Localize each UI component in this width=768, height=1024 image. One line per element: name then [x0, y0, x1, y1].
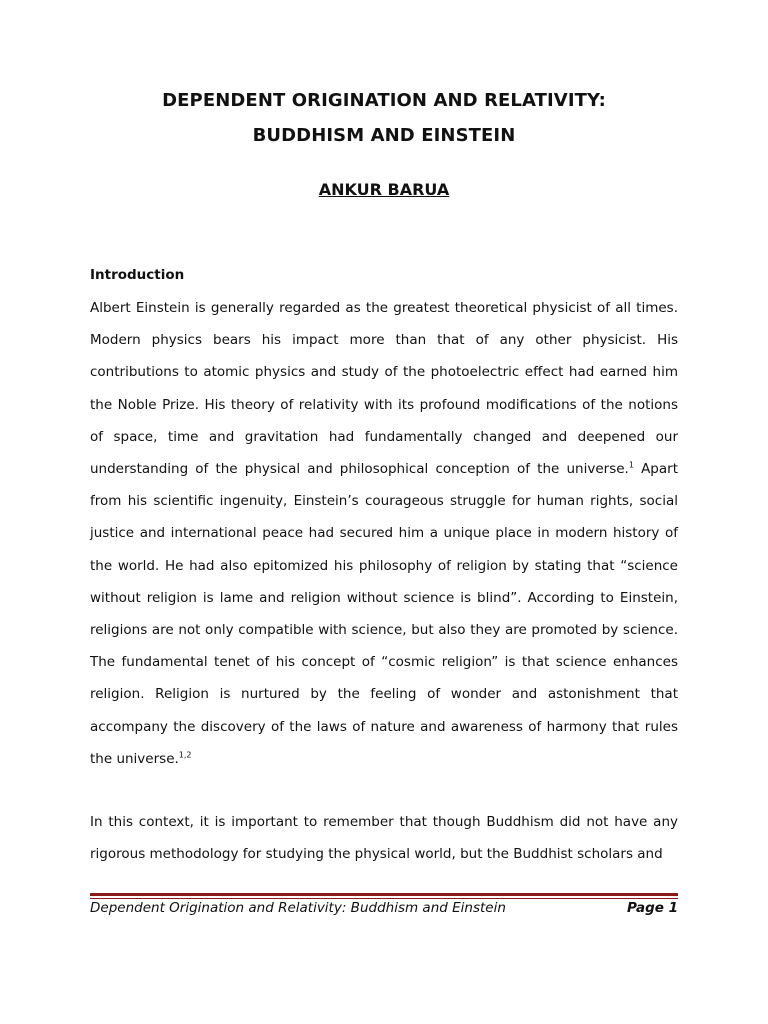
introduction-paragraph-1	[90, 292, 678, 775]
footnote-reference: 1,2	[178, 750, 192, 760]
footer-running-title: Dependent Origination and Relativity: Buddhism and Einstein	[90, 900, 506, 916]
footer-rule-thick	[90, 893, 678, 896]
footer-rule-thin	[90, 898, 678, 899]
document-title-line1: DEPENDENT ORIGINATION AND RELATIVITY:	[162, 90, 606, 111]
paragraph-text: Apart from his scientific ingenuity, Einstein’s courageous struggle for human rights, social justice and international peace had secured him a unique place in modern history of the world. He had also epitomized his philosophy of religion by stating that “science without religion is lame and religion without science is blind”. According to Einstein, religions are not only compatible with science, but also they are promoted by science. The fundamental tenet of his concept of “cosmic religion” is that science enhances religion. Religion is nurtured by the feeling of wonder and astonishment that accompany the discovery of the laws of nature and awareness of harmony that rules the universe.	[90, 461, 678, 767]
footer-page-number: Page 1	[626, 900, 678, 916]
footnote-reference: 1	[628, 460, 634, 470]
paragraph-text: Albert Einstein is generally regarded as the greatest theoretical physicist of all times. Modern physics bears his impact more than that of any other physicist. His contributions to atomic physics and study of the photoelectric effect had earned him the Noble Prize. His theory of relativity with its profound modifications of the notions of space, time and gravitation had fundamentally changed and deepened our understanding of the physical and philosophical conception of the universe.	[90, 300, 678, 478]
section-heading-introduction: Introduction	[90, 267, 185, 283]
document-title-line2: BUDDHISM AND EINSTEIN	[252, 125, 516, 146]
introduction-paragraph-2: In this context, it is important to remember that though Buddhism did not have any rigorous methodology for studying the physical world, but the Buddhist scholars and	[90, 814, 678, 863]
author-name: ANKUR BARUA	[318, 180, 450, 199]
